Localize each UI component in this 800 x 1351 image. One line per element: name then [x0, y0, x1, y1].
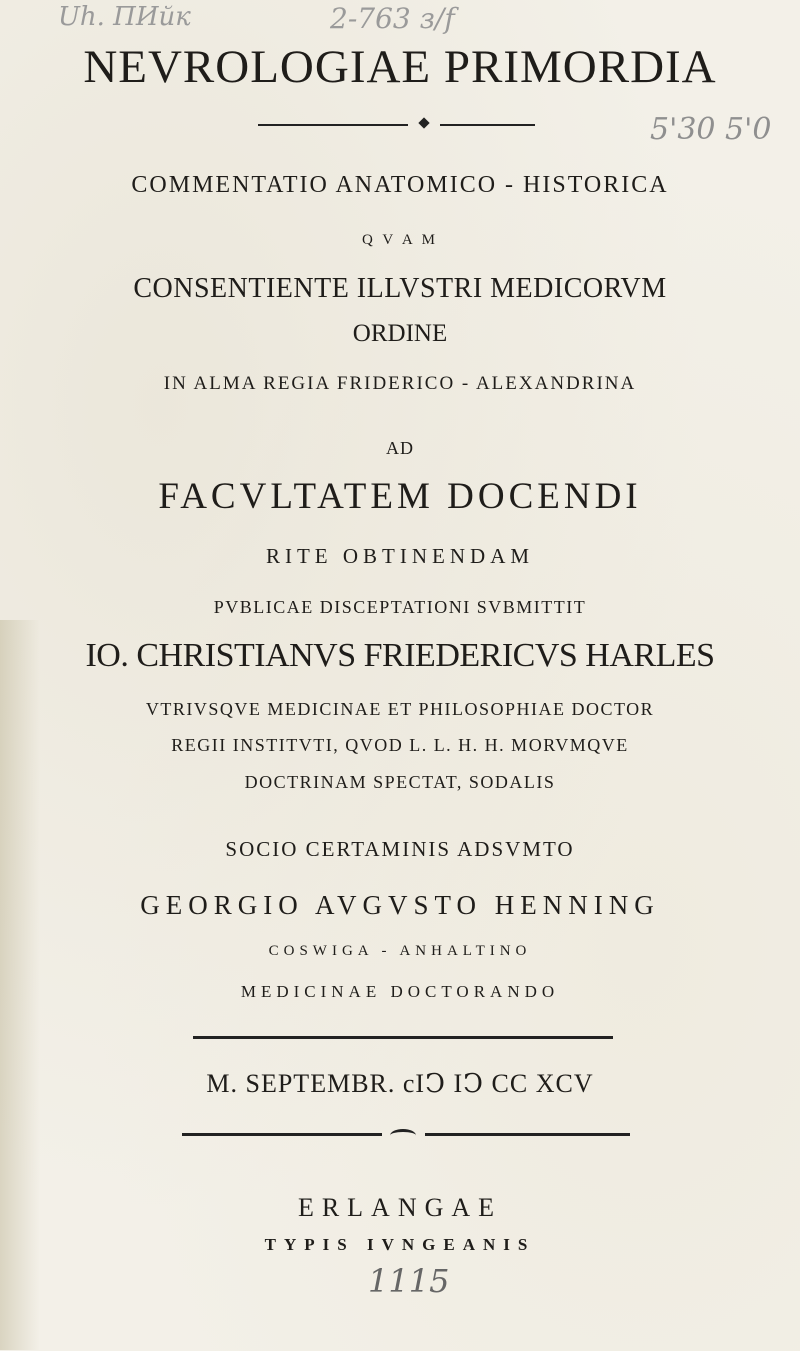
- author-name: IO. CHRISTIANVS FRIEDERICVS HARLES: [85, 637, 715, 674]
- rite-line: RITE OBTINENDAM: [265, 544, 535, 568]
- city-line: ERLANGAE: [297, 1193, 503, 1222]
- date-bottom-rule-right: [425, 1133, 630, 1136]
- publicae-line: PVBLICAE DISCEPTATIONI SVBMITTIT: [213, 597, 587, 617]
- author-title-1: VTRIVSQVE MEDICINAE ET PHILOSOPHIAE DOCTOR: [145, 699, 655, 719]
- socio-line: SOCIO CERTAMINIS ADSVMTO: [225, 837, 575, 861]
- author-title-3: DOCTRINAM SPECTAT, SODALIS: [244, 772, 556, 792]
- university-line: IN ALMA REGIA FRIDERICO - ALEXANDRINA: [163, 373, 637, 394]
- handwritten-shelfmark: 2-763 з/f: [330, 2, 455, 35]
- book-title: NEVROLOGIAE PRIMORDIA: [83, 41, 717, 93]
- respondent-name: GEORGIO AVGVSTO HENNING: [140, 890, 660, 920]
- consentiente-line: CONSENTIENTE ILLVSTRI MEDICORVM: [133, 273, 667, 304]
- handwritten-number-right: 5'30 5'0: [650, 112, 772, 147]
- date-top-rule: [193, 1036, 613, 1039]
- origin-line: COSWIGA - ANHALTINO: [268, 943, 532, 959]
- date-line: M. SEPTEMBR. cIↃ IↃ CC XCV: [206, 1069, 594, 1098]
- date-bottom-rule-left: [182, 1133, 382, 1136]
- qvam-line: Q V A M: [362, 232, 438, 248]
- medicinae-line: MEDICINAE DOCTORANDO: [240, 982, 560, 1001]
- ornament-diamond: [418, 117, 429, 128]
- author-title-2: REGII INSTITVTI, QVOD L. L. H. H. MORVMQVE: [171, 735, 629, 755]
- handwritten-year-note: 1115: [368, 1262, 450, 1300]
- handwritten-note-left: Uh. ПИйк: [58, 2, 191, 32]
- ornament-rule-left: [258, 124, 408, 126]
- facultatem-line: FACVLTATEM DOCENDI: [158, 476, 642, 517]
- ordine-line: ORDINE: [352, 320, 448, 347]
- subtitle: COMMENTATIO ANATOMICO - HISTORICA: [131, 172, 669, 198]
- ornament-rule-right: [440, 124, 535, 126]
- date-bottom-ornament: [390, 1129, 416, 1142]
- printer-line: TYPIS IVNGEANIS: [264, 1235, 536, 1254]
- ad-line: AD: [386, 438, 414, 458]
